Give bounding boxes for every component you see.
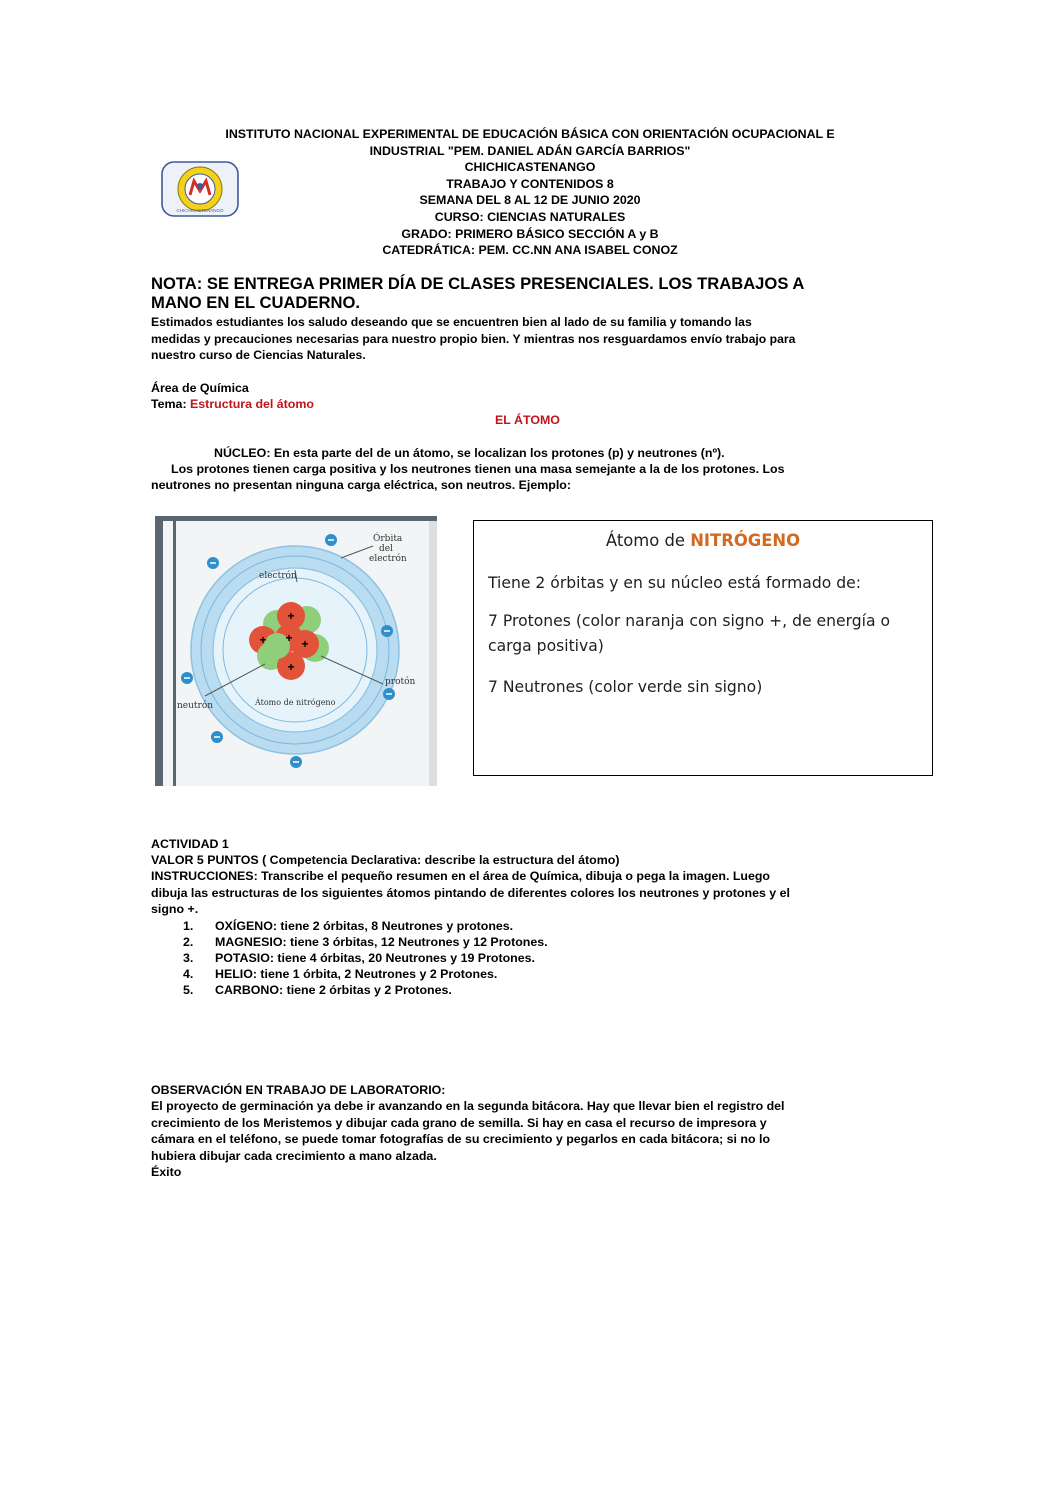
activity-list	[183, 918, 548, 998]
nucleo-line: Los protones tienen carga positiva y los neutrones tienen una masa semejante a la de los protones. Los	[171, 462, 785, 476]
header-line: CURSO: CIENCIAS NATURALES	[434, 209, 626, 224]
item-number: 4.	[183, 967, 194, 981]
item-number: 2.	[183, 935, 194, 949]
observation-title: OBSERVACIÓN EN TRABAJO DE LABORATORIO:	[151, 1083, 446, 1097]
nucleo-line: NÚCLEO: En esta parte del de un átomo, se localizan los protones (p) y neutrones (nº).	[214, 446, 725, 460]
nitrogen-atom-figure	[155, 516, 437, 786]
orbit-label: del	[379, 544, 393, 554]
neutron-label: neutrón	[177, 701, 214, 711]
observation-line: hubiera dibujar cada crecimiento a mano alzada.	[151, 1148, 437, 1163]
header-line: SEMANA DEL 8 AL 12 DE JUNIO 2020	[419, 193, 641, 208]
list-item	[183, 966, 548, 982]
header-line: GRADO: PRIMERO BÁSICO SECCIÓN A y B	[401, 226, 659, 241]
proton-label: protón	[385, 677, 416, 687]
list-item	[183, 918, 548, 934]
intro-line: medidas y precauciones necesarias para nuestro propio bien. Y mientras nos resguardamos envío trabajo para	[151, 331, 796, 346]
svg-text:+: +	[287, 660, 295, 674]
item-number: 5.	[183, 983, 194, 997]
tema-line	[151, 396, 314, 413]
header-line: TRABAJO Y CONTENIDOS 8	[446, 176, 614, 191]
intro-line: nuestro curso de Ciencias Naturales.	[151, 348, 366, 363]
title-highlight: NITRÓGENO	[690, 531, 801, 550]
header-line: INSTITUTO NACIONAL EXPERIMENTAL DE EDUCACIÓN BÁSICA CON ORIENTACIÓN OCUPACIONAL E	[225, 127, 835, 141]
section-title: EL ÁTOMO	[495, 413, 560, 427]
observation-line: El proyecto de germinación ya debe ir avanzando en la segunda bitácora. Hay que llevar bien el registro del	[151, 1099, 785, 1113]
intro-line: Estimados estudiantes los saludo deseando que se encuentren bien al lado de su familia y tomando las	[151, 315, 752, 329]
header-line: INDUSTRIAL "PEM. DANIEL ADÁN GARCÍA BARRIOS"	[369, 143, 691, 158]
activity-instructions	[151, 868, 790, 918]
activity-value: VALOR 5 PUNTOS ( Competencia Declarativa: describe la estructura del átomo)	[151, 853, 620, 867]
instruction-line: signo +.	[151, 902, 199, 917]
nucleo-line: neutrones no presentan ninguna carga eléctrica, son neutros. Ejemplo:	[151, 478, 571, 492]
logo-text: CHICHICASTENANGO	[176, 208, 224, 213]
document-header	[150, 126, 910, 259]
info-line: Tiene 2 órbitas y en su núcleo está formado de:	[488, 574, 861, 592]
list-item	[183, 982, 548, 998]
title-prefix: Átomo de	[605, 531, 691, 550]
item-number: 3.	[183, 951, 194, 965]
orbit-label: Órbita	[373, 534, 403, 544]
list-item	[183, 934, 548, 950]
item-text: HELIO: tiene 1 órbita, 2 Neutrones y 2 Protones.	[215, 967, 498, 981]
instruction-line: INSTRUCCIONES: Transcribe el pequeño resumen en el área de Química, dibuja o pega la imagen. Luego	[151, 869, 770, 883]
item-text: MAGNESIO: tiene 3 órbitas, 12 Neutrones y 12 Protones.	[215, 935, 548, 949]
svg-text:+: +	[285, 631, 293, 645]
svg-text:+: +	[287, 609, 295, 623]
tema-label: Tema:	[151, 397, 191, 411]
header-line: CATEDRÁTICA: PEM. CC.NN ANA ISABEL CONOZ	[382, 243, 678, 258]
tema-value: Estructura del átomo	[190, 397, 314, 411]
electron-label: electrón	[259, 571, 297, 581]
activity-title: ACTIVIDAD 1	[151, 837, 229, 851]
info-line: 7 Protones (color naranja con signo +, de energía o	[488, 612, 891, 630]
item-number: 1.	[183, 919, 194, 933]
observation-paragraph	[151, 1098, 785, 1181]
orbit-label: electrón	[369, 554, 407, 564]
info-box-title	[474, 531, 932, 550]
info-line: carga positiva)	[488, 637, 604, 655]
item-text: OXÍGENO: tiene 2 órbitas, 8 Neutrones y protones.	[215, 919, 514, 933]
list-item	[183, 950, 548, 966]
observation-line: cámara en el teléfono, se puede tomar fotografías de su crecimiento y pegarlos en cada bitácora; si no lo	[151, 1132, 771, 1147]
note-line: NOTA: SE ENTREGA PRIMER DÍA DE CLASES PRESENCIALES. LOS TRABAJOS A	[151, 274, 805, 293]
observation-line: crecimiento de los Meristemos y dibujar cada grano de semilla. Si hay en casa el recurso de impresora y	[151, 1115, 767, 1130]
item-text: CARBONO: tiene 2 órbitas y 2 Protones.	[215, 983, 452, 997]
item-text: POTASIO: tiene 4 órbitas, 20 Neutrones y 19 Protones.	[215, 951, 535, 965]
note-line: MANO EN EL CUADERNO.	[151, 293, 360, 312]
instruction-line: dibuja las estructuras de los siguientes átomos pintando de diferentes colores los neutrones y protones y el	[151, 885, 790, 900]
nitrogen-info-box	[473, 520, 933, 776]
svg-text:+: +	[259, 633, 267, 647]
header-line: CHICHICASTENANGO	[464, 160, 596, 175]
svg-text:+: +	[301, 637, 309, 651]
atom-caption: Átomo de nitrógeno	[255, 698, 336, 707]
area-label: Área de Química	[151, 381, 249, 395]
intro-paragraph	[151, 314, 795, 364]
info-line: 7 Neutrones (color verde sin signo)	[488, 678, 763, 696]
closing-word: Éxito	[151, 1165, 182, 1180]
delivery-note	[151, 274, 911, 312]
